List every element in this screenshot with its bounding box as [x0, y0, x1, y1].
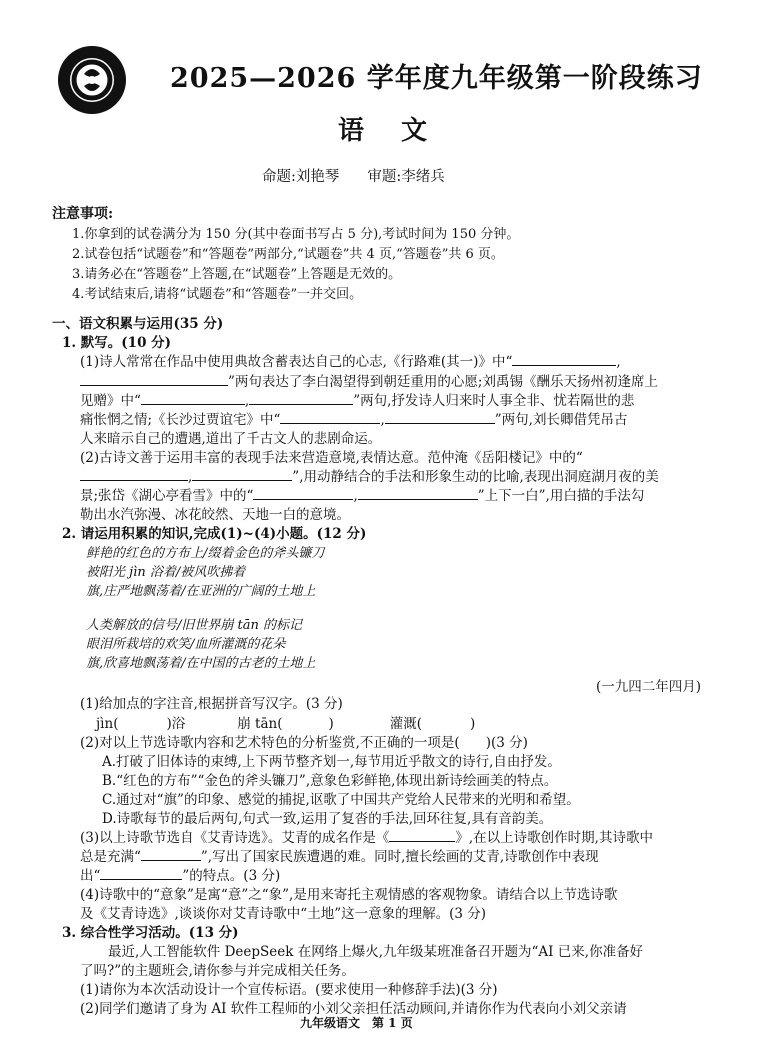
answer-blank[interactable]	[358, 486, 478, 500]
exam-title: 2025—2026 学年度九年级第一阶段练习	[170, 63, 703, 94]
q2-sub4: (4)诗歌中的“意象”是寓“意”之“象”,是用来寄托主观情感的客观物象。请结合以上节选诗歌	[80, 887, 618, 903]
notice-item: 2.试卷包括“试题卷”和“答题卷”两部分,“试题卷”共 4 页,“答题卷”共 6 页。	[72, 247, 504, 262]
poem-line: 眼泪所栽培的欢笑/血所灌溉的花朵	[86, 637, 286, 652]
q3-line: 最近,人工智能软件 DeepSeek 在网络上爆火,九年级某班准备召开题为“AI 已来,你准备好	[108, 944, 644, 960]
answer-blank[interactable]	[249, 391, 353, 405]
notice-item: 3.请务必在“答题卷”上答题,在“试题卷”上答题是无效的。	[72, 267, 402, 282]
answer-blank[interactable]	[80, 372, 228, 386]
q2-sub4: 及《艾青诗选》,谈谈你对艾青诗歌中“土地”这一意象的理解。(3 分)	[80, 906, 487, 922]
reviewer-name: 审题:李绪兵	[367, 169, 445, 185]
poem-line: 旗,庄严地飘荡着/在亚洲的广阔的土地上	[86, 584, 316, 599]
answer-blank[interactable]	[141, 847, 201, 861]
q1-line: ”两句表达了李白渴望得到朝廷重用的心愿;刘禹锡《酬乐天扬州初逢席上	[80, 370, 658, 390]
page-footer: 九年级语文 第 1 页	[300, 1016, 413, 1030]
poem-date: (一九四二年四月)	[596, 679, 702, 695]
poem-line: 人类解放的信号/旧世界崩 tān 的标记	[86, 618, 302, 633]
notice-heading: 注意事项:	[52, 206, 114, 222]
q1-line: 景;张岱《湖心亭看雪》中的“ , ”上下一白”,用白描的手法勾	[80, 488, 645, 504]
q2-sub3: 总是充满“ ”,写出了国家民族遭遇的难。同时,擅长绘画的艾青,诗歌创作中表现	[80, 849, 599, 865]
poem-line: 被阳光 jìn 浴着/被风吹拂着	[86, 565, 246, 580]
option-d: D.诗歌每节的最后两句,句式一致,运用了复沓的手法,回环往复,具有音韵美。	[102, 811, 553, 827]
q1-line: 见赠》中“ , ”两句,抒发诗人归来时人事全非、忧若隔世的悲	[80, 393, 635, 409]
q2-sub2: (2)对以上节选诗歌内容和艺术特色的分析鉴赏,不正确的一项是( )(3 分)	[80, 735, 528, 751]
notice-item: 4.考试结束后,请将“试题卷”和“答题卷”一并交回。	[72, 287, 363, 302]
option-a: A.打破了旧体诗的束缚,上下两节整齐划一,每节用近乎散文的诗行,自由抒发。	[102, 754, 561, 770]
q1-line: (2)古诗文善于运用丰富的表现手法来营造意境,表情达意。范仲淹《岳阳楼记》中的“	[80, 450, 583, 466]
answer-blank[interactable]	[192, 467, 292, 481]
q2-sub3: 出“ ”的特点。(3 分)	[80, 868, 281, 884]
subject-title: 语 文	[338, 116, 442, 146]
question-1-title: 1. 默写。(10 分)	[62, 335, 172, 351]
option-b: B.“红色的方布”“金色的斧头镰刀”,意象色彩鲜艳,体现出新诗绘画美的特点。	[102, 773, 558, 789]
q1-line: 勒出水汽弥漫、冰花皎然、天地一白的意境。	[80, 507, 350, 523]
answer-blank[interactable]	[100, 866, 182, 880]
question-2-title: 2. 请运用积累的知识,完成(1)~(4)小题。(12 分)	[62, 526, 367, 542]
q2-sub3: (3)以上诗歌节选自《艾青诗选》。艾青的成名作是《 》,在以上诗歌创作时期,其诗歌中	[80, 830, 653, 846]
authors-line	[262, 165, 445, 186]
setter-name: 命题:刘艳琴	[262, 169, 340, 185]
answer-blank[interactable]	[141, 391, 245, 405]
q1-line: 痛怅惘之情;《长沙过贾谊宅》中“ , ”两句,刘长卿借凭吊古	[80, 412, 628, 428]
section-heading: 一、语文积累与运用(35 分)	[52, 316, 224, 332]
poem-line: 旗,欣喜地飘荡着/在中国的古老的土地上	[86, 656, 316, 671]
notice-item: 1.你拿到的试卷满分为 150 分(其中卷面书写占 5 分),考试时间为 150 分钟。	[72, 227, 520, 242]
q3-line: 了吗?”的主题班会,请你参与并完成相关任务。	[80, 963, 355, 979]
q2-sub1: (1)给加点的字注音,根据拼音写汉字。(3 分)	[80, 696, 343, 712]
answer-blank[interactable]	[80, 467, 188, 481]
q1-line: (1)诗人常常在作品中使用典故含蓄表达自己的心志,《行路难(其一)》中“ ,	[80, 354, 621, 370]
q1-line: 人来暗示自己的遭遇,道出了千古文人的悲剧命运。	[80, 431, 382, 447]
poem-line: 鲜艳的红色的方布上/缀着金色的斧头镰刀	[86, 546, 325, 561]
question-3-title: 3. 综合性学习活动。(13 分)	[62, 925, 239, 941]
answer-blank[interactable]	[385, 410, 495, 424]
q3-line: (1)请你为本次活动设计一个宣传标语。(要求使用一种修辞手法)(3 分)	[80, 982, 498, 998]
answer-blank[interactable]	[512, 352, 616, 366]
answer-blank[interactable]	[253, 486, 353, 500]
answer-blank[interactable]	[389, 828, 455, 842]
answer-blank[interactable]	[280, 410, 380, 424]
q2-sub1-items: jìn( )浴 崩 tān( ) 灌溉( )	[96, 716, 476, 732]
school-logo	[56, 44, 128, 116]
q3-line: (2)同学们邀请了身为 AI 软件工程师的小刘父亲担任活动顾问,并请你作为代表向小刘父亲请	[80, 1001, 627, 1017]
q1-line: , ”,用动静结合的手法和形象生动的比喻,表现出洞庭湖月夜的美	[80, 465, 659, 485]
option-c: C.通过对“旗”的印象、感觉的捕捉,讴歌了中国共产党给人民带来的光明和希望。	[102, 792, 580, 808]
